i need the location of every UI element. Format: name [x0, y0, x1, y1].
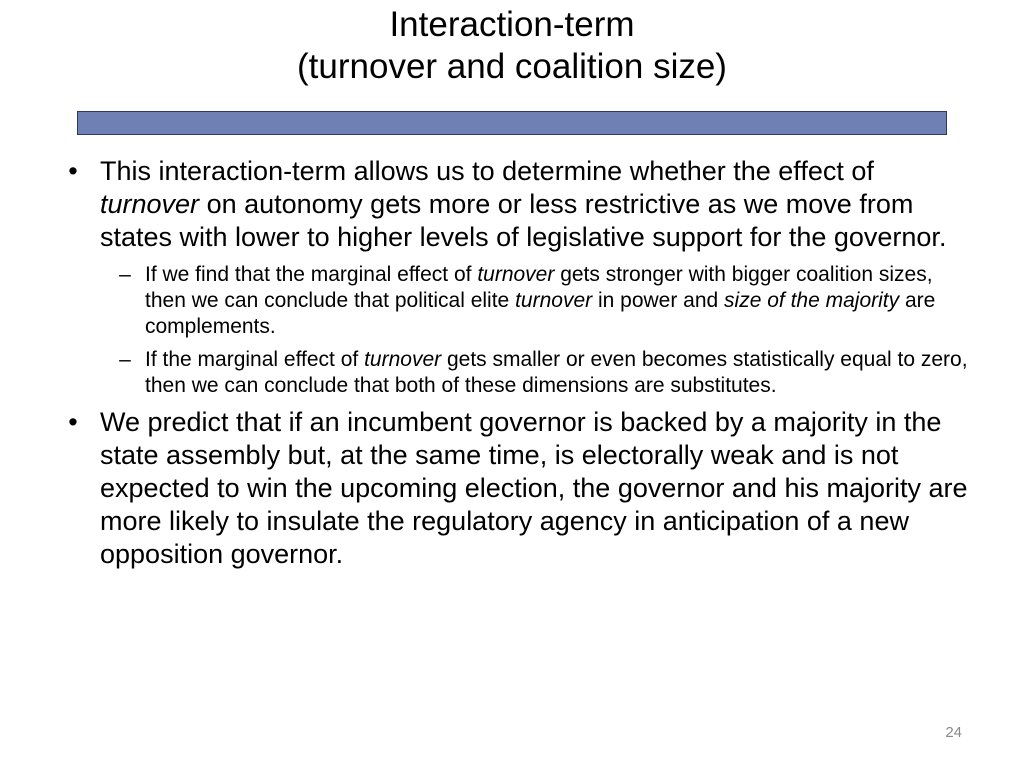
slide-body [58, 155, 978, 575]
text-run: on autonomy gets more or less restrictive as we move from states with lower to higher levels of legislative support for the governor. [100, 189, 947, 252]
bullet-marker: • [68, 156, 78, 186]
bullet-item [58, 406, 978, 571]
text-run: in power and [592, 289, 725, 312]
text-run: This interaction-term allows us to determine whether the effect of [100, 156, 874, 186]
title-line-1: Interaction-term [389, 5, 635, 44]
text-run: If we find that the marginal effect of [145, 263, 478, 286]
sub-bullet-text [145, 263, 935, 338]
text-run: We predict that if an incumbent governor is backed by a majority in the state assembly but, at the same time, is electorally weak and is not expected to win the upcoming election, the governor and his majority are more likely to insulate the regulatory agency in anticipation of a new opposition governor. [100, 407, 968, 569]
bullet-marker: • [68, 407, 78, 437]
italic-term: turnover [477, 263, 555, 286]
text-run: are complements. [145, 289, 936, 338]
bullet-item [58, 155, 978, 254]
italic-term: turnover [515, 289, 593, 312]
title-line-2: (turnover and coalition size) [297, 47, 727, 86]
text-run: gets smaller or even becomes statistically equal to zero, then we can conclude that both of these dimensions are substitutes. [145, 348, 968, 397]
sub-bullet-item [115, 262, 978, 340]
slide-title [0, 4, 1024, 88]
sub-bullet-item [115, 347, 978, 399]
bullet-text [100, 156, 946, 252]
italic-term: turnover [100, 189, 200, 219]
sub-bullet-list [58, 262, 978, 399]
text-run: gets stronger with bigger coalition sizes, then we can conclude that political elite [145, 263, 933, 312]
text-run: If the marginal effect of [145, 348, 365, 371]
bullet-text [100, 407, 968, 569]
sub-bullet-marker: – [119, 348, 131, 371]
sub-bullet-text [145, 348, 968, 397]
italic-term: size of the majority [724, 289, 900, 312]
italic-term: turnover [364, 348, 442, 371]
title-underline-bar [77, 111, 947, 135]
sub-bullet-marker: – [119, 263, 131, 286]
page-number: 24 [945, 724, 962, 741]
